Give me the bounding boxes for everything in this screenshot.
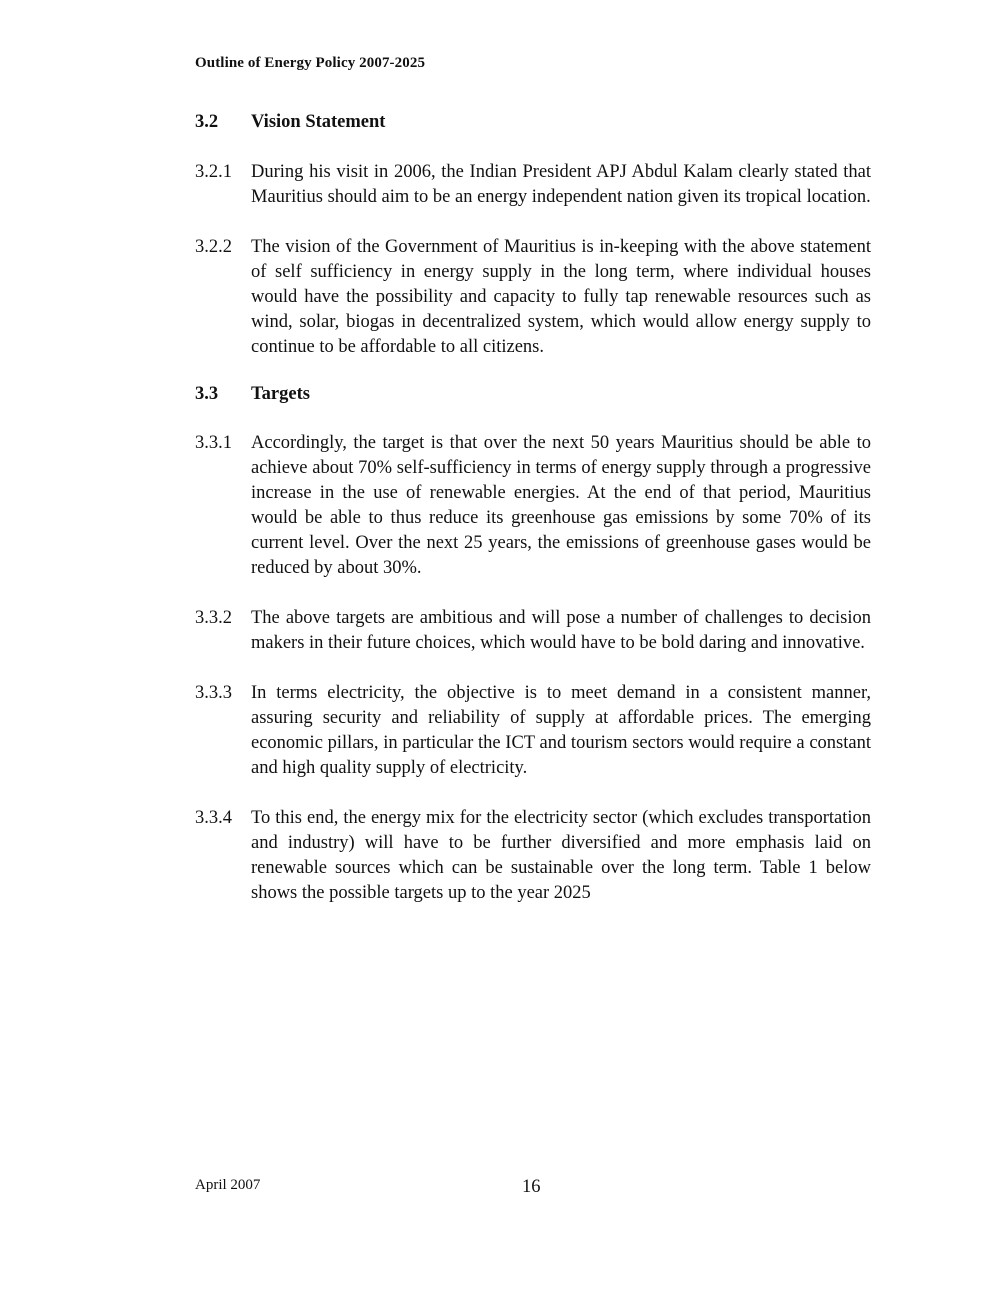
paragraph-3-3-3 (195, 681, 871, 781)
paragraph-text: The above targets are ambitious and will pose a number of challenges to decision makers in their future choices, which would have to be bold daring and innovative. (251, 608, 871, 653)
paragraph-text: Accordingly, the target is that over the next 50 years Mauritius should be able to achieve about 70% self-sufficiency in terms of energy supply through a progressive increase in the use of renewable energies. At the end of that period, Mauritius would be able to thus reduce its greenhouse gas emissions by some 70% of its current level. Over the next 25 years, the emissions of greenhouse gases would be reduced by about 30%. (251, 433, 871, 578)
paragraph-text: The vision of the Government of Mauritius is in-keeping with the above statement of self sufficiency in energy supply in the long term, where individual houses would have the possibility and capacity to fully tap renewable resources such as wind, solar, biogas in decentralized system, which would allow energy supply to continue to be affordable to all citizens. (251, 237, 871, 357)
paragraph-3-2-2 (195, 235, 871, 360)
document-body (195, 110, 871, 906)
section-number: 3.2 (195, 112, 219, 132)
footer-date: April 2007 (195, 1177, 261, 1193)
section-number: 3.3 (195, 384, 219, 404)
page-number: 16 (522, 1177, 541, 1197)
section-heading-vision (195, 110, 871, 134)
paragraph-number: 3.3.2 (195, 608, 232, 628)
section-title: Targets (251, 384, 310, 404)
paragraph-number: 3.3.3 (195, 683, 232, 703)
paragraph-text: In terms electricity, the objective is to meet demand in a consistent manner, assuring security and reliability of supply at affordable prices. The emerging economic pillars, in particular the ICT and tourism sectors would require a constant and high quality supply of electricity. (251, 683, 871, 778)
section-heading-targets (195, 382, 871, 406)
paragraph-text: During his visit in 2006, the Indian President APJ Abdul Kalam clearly stated that Mauritius should aim to be an energy independent nation given its tropical location. (251, 162, 871, 207)
paragraph-number: 3.3.1 (195, 433, 232, 453)
paragraph-3-2-1 (195, 160, 871, 210)
paragraph-text: To this end, the energy mix for the electricity sector (which excludes transportation and industry) will have to be further diversified and more emphasis laid on renewable sources which can be sustainable over the long term. Table 1 below shows the possible targets up to the year 2025 (251, 808, 871, 903)
paragraph-number: 3.2.1 (195, 162, 232, 182)
paragraph-number: 3.2.2 (195, 237, 232, 257)
paragraph-3-3-4 (195, 806, 871, 906)
paragraph-number: 3.3.4 (195, 808, 232, 828)
running-header: Outline of Energy Policy 2007-2025 (195, 55, 426, 71)
section-title: Vision Statement (251, 112, 386, 132)
paragraph-3-3-1 (195, 431, 871, 581)
paragraph-3-3-2 (195, 606, 871, 656)
